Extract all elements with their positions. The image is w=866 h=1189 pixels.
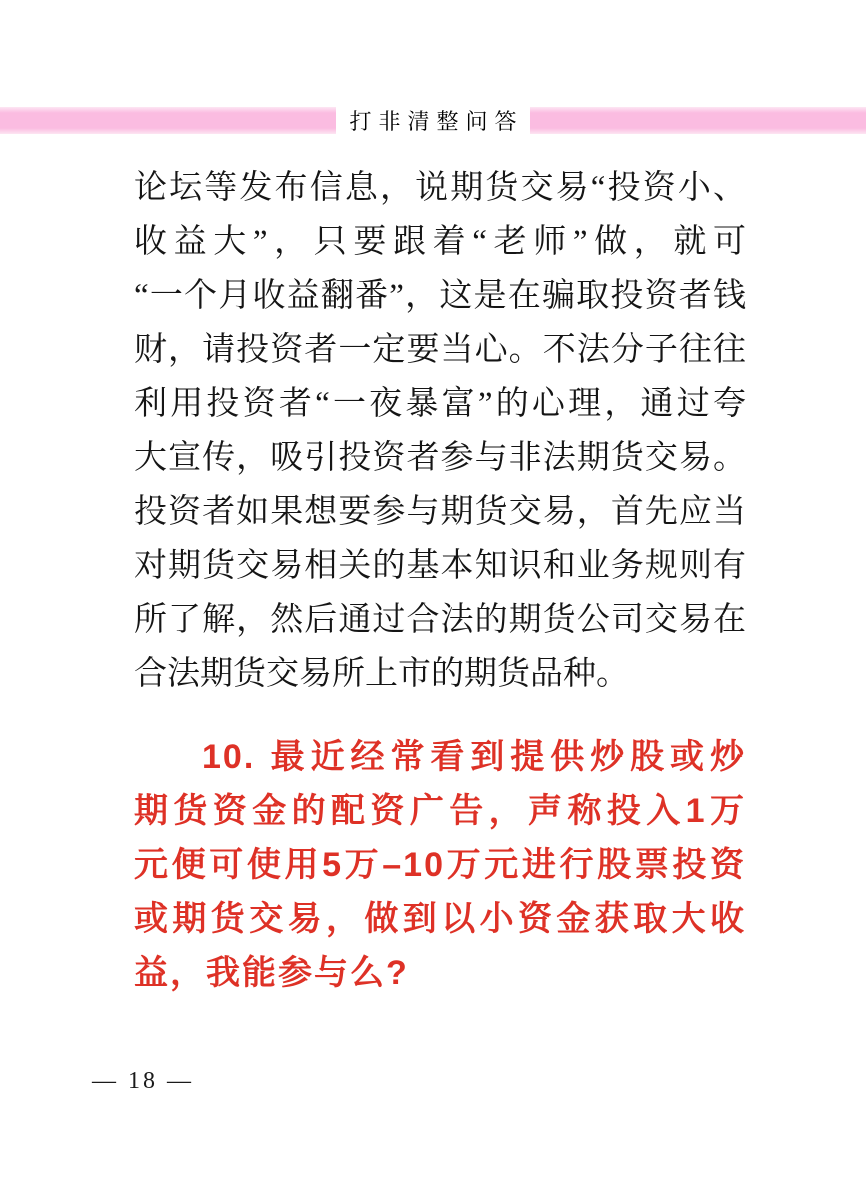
paragraph-line: 收益大”，只要跟着“老师”做，就可: [134, 224, 746, 260]
paragraph-line: 投资者如果想要参与期货交易，首先应当: [134, 494, 746, 530]
question-line: 或期货交易，做到以小资金获取大收: [134, 900, 746, 938]
question-line: 期货资金的配资广告，声称投入1万: [134, 792, 746, 830]
question-line: 益，我能参与么?: [134, 954, 409, 992]
question-10-block: [134, 730, 746, 1000]
paragraph-line: 对期货交易相关的基本知识和业务规则有: [134, 548, 746, 584]
main-paragraph: [134, 161, 746, 701]
question-line: 元便可使用5万–10万元进行股票投资: [134, 846, 746, 884]
header-title-box: [336, 97, 530, 144]
page-number: — 18 —: [92, 1068, 194, 1094]
question-line: 10. 最近经常看到提供炒股或炒: [202, 738, 746, 776]
header-pink-bar: [0, 107, 866, 134]
paragraph-line: 财，请投资者一定要当心。不法分子往往: [134, 332, 746, 368]
paragraph-line: 利用投资者“一夜暴富”的心理，通过夸: [134, 386, 746, 422]
paragraph-line: 合法期货交易所上市的期货品种。: [134, 656, 629, 692]
paragraph-line: “一个月收益翻番”，这是在骗取投资者钱: [134, 278, 746, 314]
page-header-title: 打非清整问答: [349, 109, 524, 134]
paragraph-line: 所了解，然后通过合法的期货公司交易在: [134, 602, 746, 638]
paragraph-line: 大宣传，吸引投资者参与非法期货交易。: [134, 440, 746, 476]
paragraph-line: 论坛等发布信息，说期货交易“投资小、: [134, 170, 746, 206]
